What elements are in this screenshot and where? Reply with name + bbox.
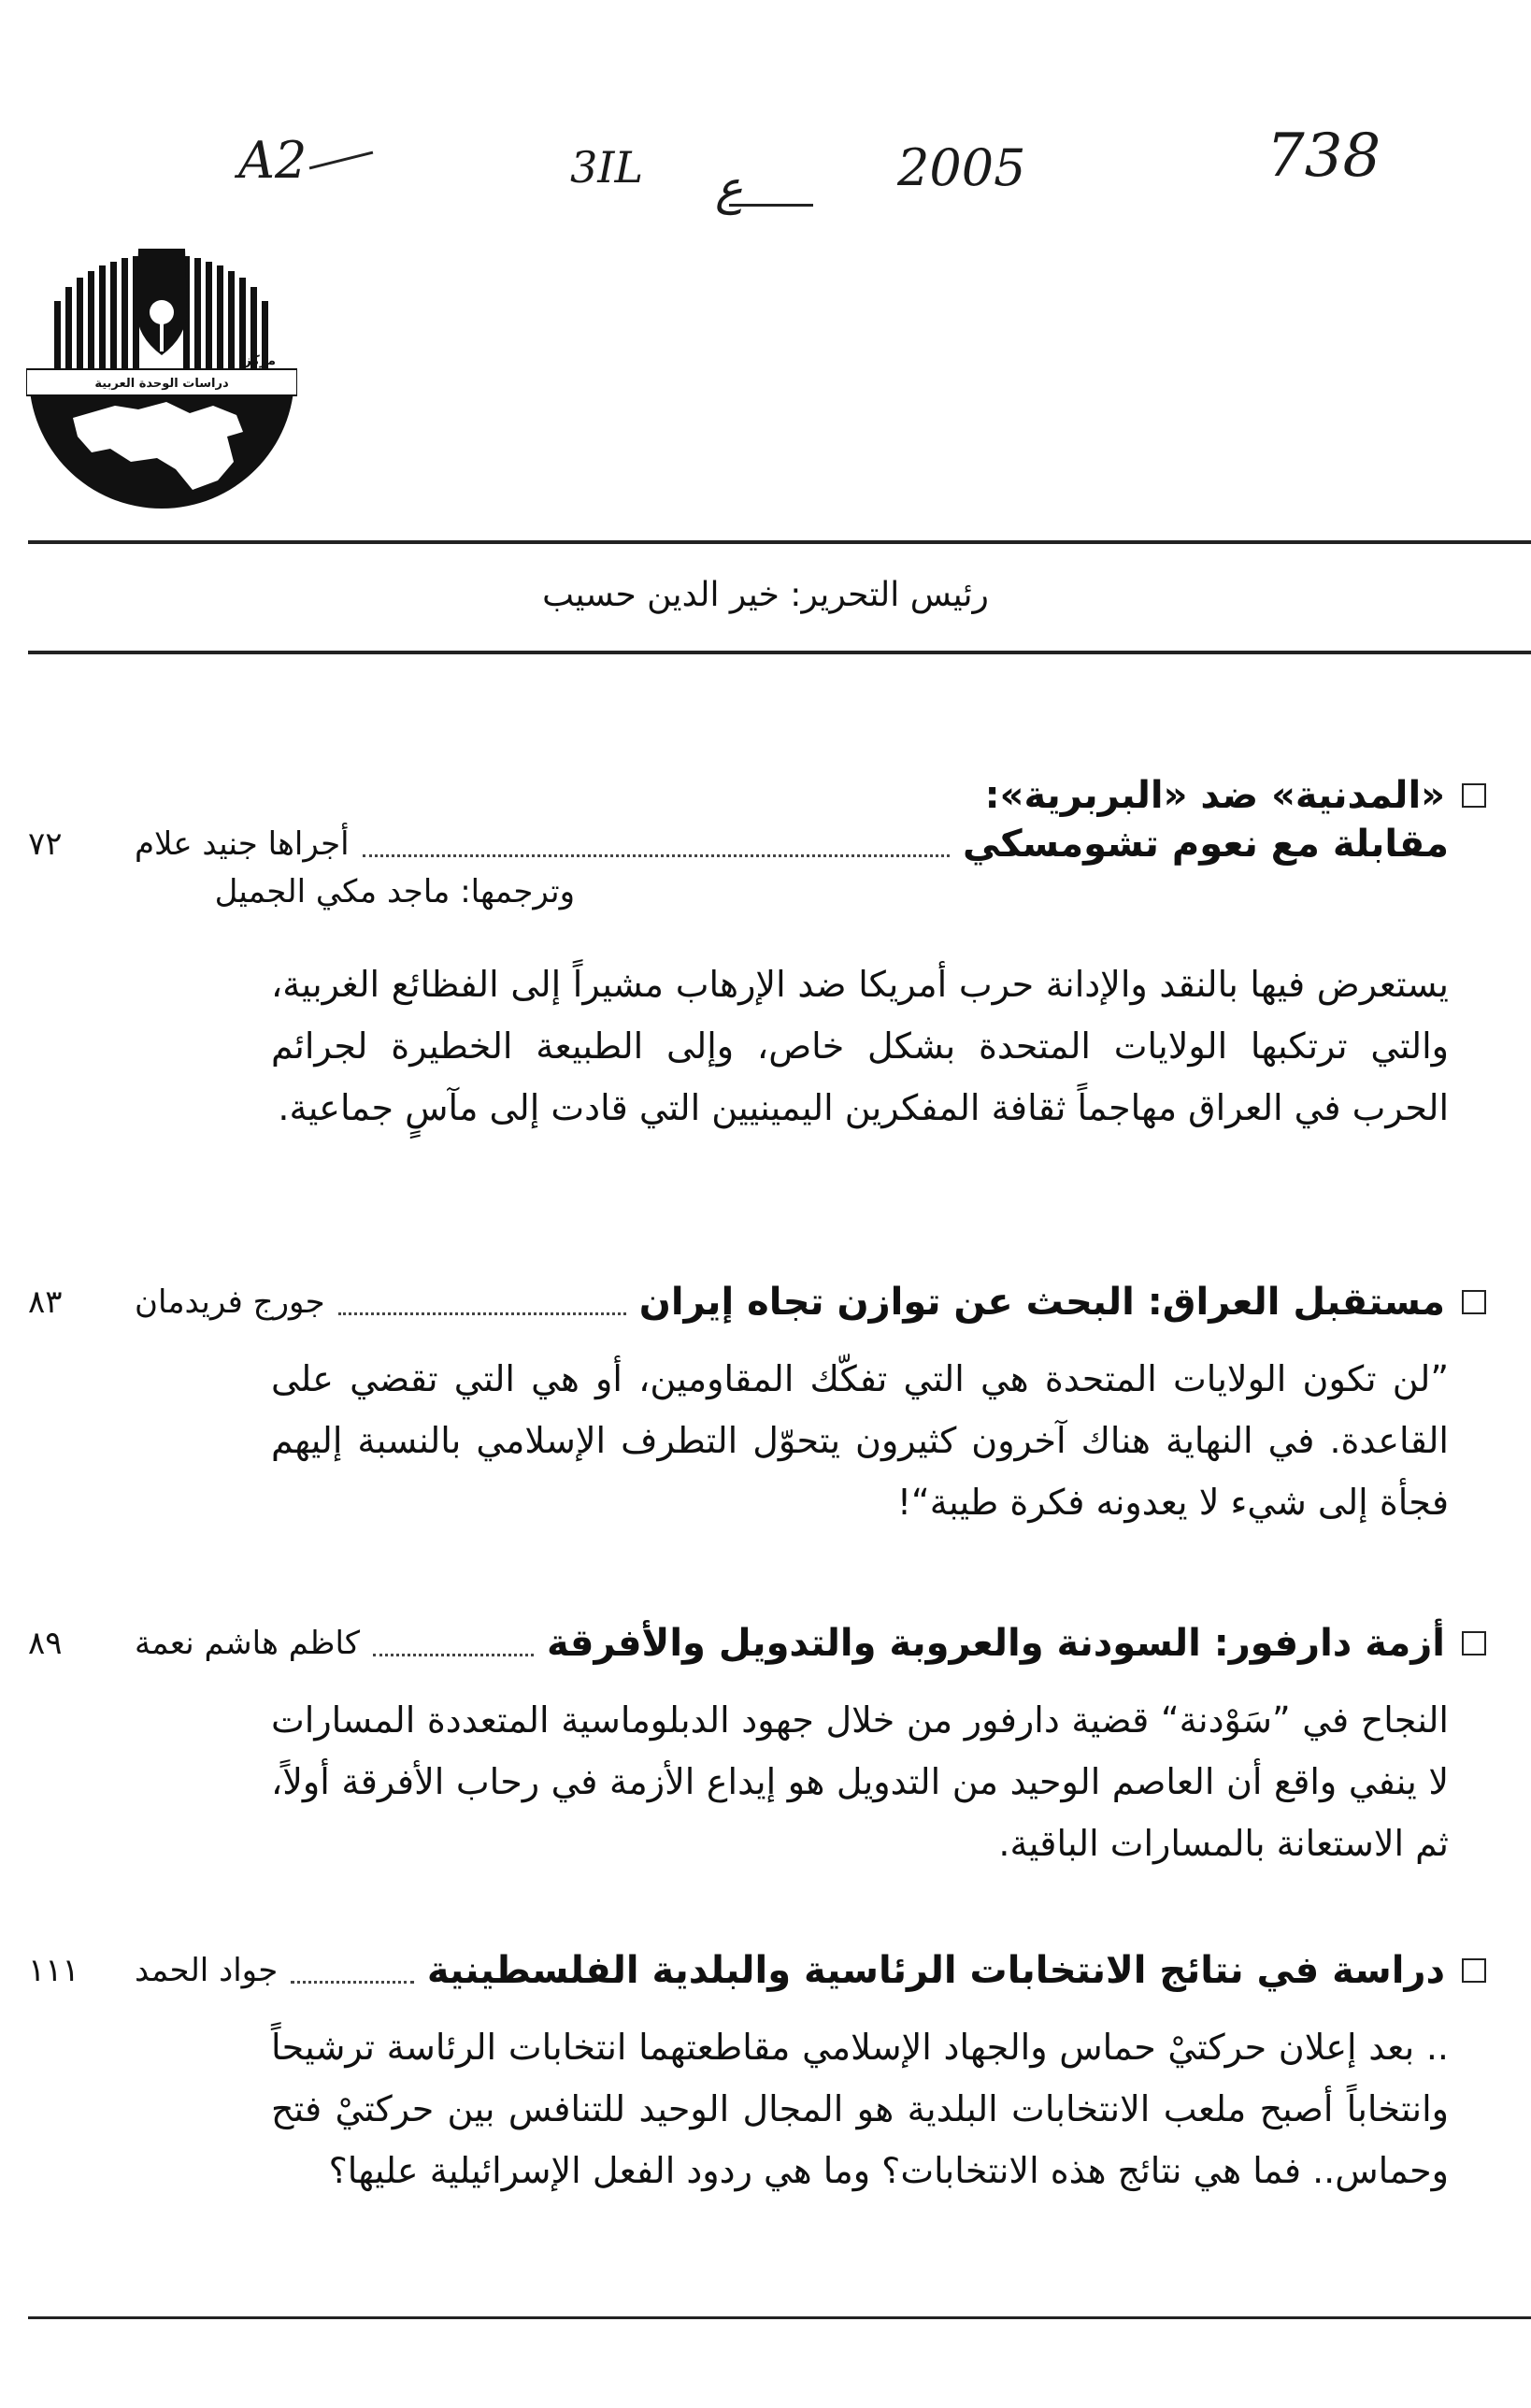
toc-entry-3[interactable] [28, 1622, 1486, 1864]
toc-entry-1-author: أجراها جنيد علام [135, 825, 350, 863]
toc-entry-1-title-line1[interactable]: «المدنية» ضد «البربرية»: [984, 774, 1445, 817]
header-rule-top [28, 540, 1531, 544]
handwritten-issue-number: 3IL [570, 142, 643, 193]
toc-entry-3-summary: النجاح في ”سَوْدنة“ قضية دارفور من خلال جهود الدبلوماسية المتعددة المسارات لا ينفي واقع أن العاصم الوحيد من التدويل هو إيداع الأزمة في رحاب الأفرقة أولاً، ثم الاستعانة بالمسارات الباقية. [271, 1699, 1449, 1864]
toc-entry-1-summary: يستعرض فيها بالنقد والإدانة حرب أمريكا ضد الإرهاب مشيراً إلى الفظائع الغربية، والتي ترتكبها الولايات المتحدة بشكل خاص، وإلى الطبيعة الخطيرة لجرائم الحرب في العراق مهاجماً ثقافة المفكرين اليمينيين التي قادت إلى مآسٍ جماعية. [271, 964, 1449, 1128]
leader-dots [363, 854, 950, 857]
toc-entry-2-heading [28, 1281, 1486, 1324]
handwritten-year: 2005 [897, 138, 1026, 197]
toc-entry-4[interactable] [28, 1949, 1486, 2191]
toc-entry-2-page[interactable]: ٨٣ [28, 1283, 63, 1321]
logo-pen-nib [136, 249, 187, 355]
toc-entry-4-page[interactable]: ١١١ [28, 1952, 79, 1989]
editor-in-chief: رئيس التحرير: خير الدين حسيب [542, 576, 989, 614]
publisher-logo [26, 245, 297, 516]
toc-entry-1-title-line2[interactable]: مقابلة مع نعوم تشومسكي [962, 823, 1449, 866]
toc-entry-1[interactable] [28, 774, 1486, 1128]
footer-rule [28, 2316, 1531, 2319]
handwritten-ref-underline [309, 151, 374, 170]
checkbox-icon [1462, 1290, 1486, 1314]
handwritten-issue-prefix: ع [715, 161, 743, 215]
toc-entry-3-author: كاظم هاشم نعمة [135, 1625, 361, 1662]
toc-entry-3-heading [28, 1622, 1486, 1665]
leader-dots [291, 1981, 414, 1984]
toc-entry-4-summary: .. بعد إعلان حركتيْ حماس والجهاد الإسلامي مقاطعتهما انتخابات الرئاسة ترشيحاً وانتخاباً أصبح ملعب الانتخابات البلدية هو المجال الوحيد للتنافس بين حركتيْ فتح وحماس.. فما هي نتائج هذه الانتخابات؟ وما هي ردود الفعل الإسرائيلية عليها؟ [271, 2027, 1449, 2191]
logo-markaz-text: مركز [243, 353, 277, 368]
toc-entry-1-title-row [28, 823, 1449, 866]
toc-entry-4-heading [28, 1949, 1486, 1992]
checkbox-icon [1462, 1958, 1486, 1983]
toc-entry-1-heading [28, 774, 1486, 817]
checkbox-icon [1462, 783, 1486, 808]
toc-entry-3-title[interactable]: أزمة دارفور: السودنة والعروبة والتدويل والأفرقة [547, 1622, 1445, 1665]
toc-entry-2-author: جورج فريدمان [135, 1283, 325, 1321]
header-rule-bottom [28, 651, 1531, 654]
toc-entry-2-summary: ”لن تكون الولايات المتحدة هي التي تفكّك المقاومين، أو هي التي تقضي على القاعدة. في النهاية هناك آخرون كثيرون يتحوّل التطرف الإسلامي بالنسبة إليهم فجأة إلى شيء لا يعدونه فكرة طيبة“! [271, 1358, 1449, 1523]
toc-entry-2-title[interactable]: مستقبل العراق: البحث عن توازن تجاه إيران [638, 1281, 1445, 1324]
toc-entry-1-translator: وترجمها: ماجد مكي الجميل [214, 873, 575, 910]
logo-banner-text: دراسات الوحدة العربية [94, 377, 229, 391]
toc-entry-4-title[interactable]: دراسة في نتائج الانتخابات الرئاسية والبلدية الفلسطينية [426, 1949, 1445, 1992]
leader-dots [338, 1312, 626, 1315]
checkbox-icon [1462, 1631, 1486, 1656]
handwritten-issue-underline [729, 204, 813, 207]
handwritten-ref-code: A2 [238, 131, 308, 190]
handwritten-serial: 738 [1266, 122, 1381, 191]
toc-entry-4-author: جواد الحمد [135, 1952, 279, 1989]
leader-dots [373, 1654, 534, 1656]
toc-entry-1-page[interactable]: ٧٢ [28, 825, 63, 863]
toc-entry-3-page[interactable]: ٨٩ [28, 1625, 63, 1662]
toc-entry-2[interactable] [28, 1281, 1486, 1523]
